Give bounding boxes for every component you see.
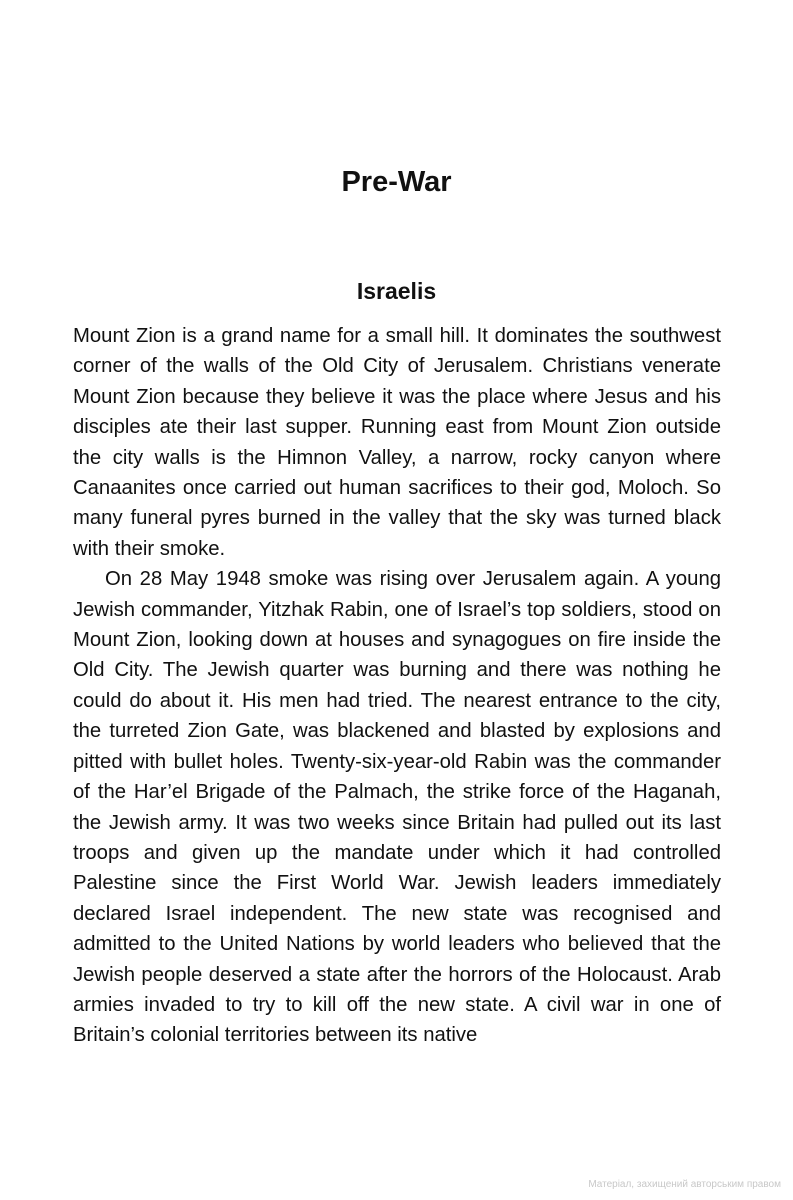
paragraph: Mount Zion is a grand name for a small hill. It dominates the southwest corner of the walls of the Old City of Jerusalem. Christians venerate Mount Zion because they believe it was the place where Jesus and his disciples ate their last supper. Running east from Mount Zion outside the city walls is the Himnon Valley, a narrow, rocky canyon where Canaanites once carried out human sacrifices to their god, Moloch. So many funeral pyres burned in the valley that the sky was turned black with their smoke. (73, 325, 721, 560)
body-text (73, 321, 721, 1051)
section-title: Israelis (356, 278, 437, 304)
copyright-watermark: Матеріал, захищений авторським правом (588, 1179, 781, 1190)
paragraph: On 28 May 1948 smoke was rising over Jerusalem again. A young Jewish commander, Yitzhak Rabin, one of Israel’s top soldiers, stood on Mount Zion, looking down at houses and synagogues on fire inside the Old City. The Jewish quarter was burning and there was nothing he could do about it. His men had tried. The nearest entrance to the city, the turreted Zion Gate, was blackened and blasted by explosions and pitted with bullet holes. Twenty-six-year-old Rabin was the commander of the Har’el Brigade of the Palmach, the strike force of the Haganah, the Jewish army. It was two weeks since Britain had pulled out its last troops and given up the mandate under which it had controlled Palestine since the First World War. Jewish leaders immediately declared Israel independent. The new state was recognised and admitted to the United Nations by world leaders who believed that the Jewish people deserved a state after the horrors of the Holocaust. Arab armies invaded to try to kill off the new state. A civil war in one of Britain’s colonial territories between its native (73, 568, 721, 1047)
chapter-title: Pre-War (341, 166, 452, 198)
